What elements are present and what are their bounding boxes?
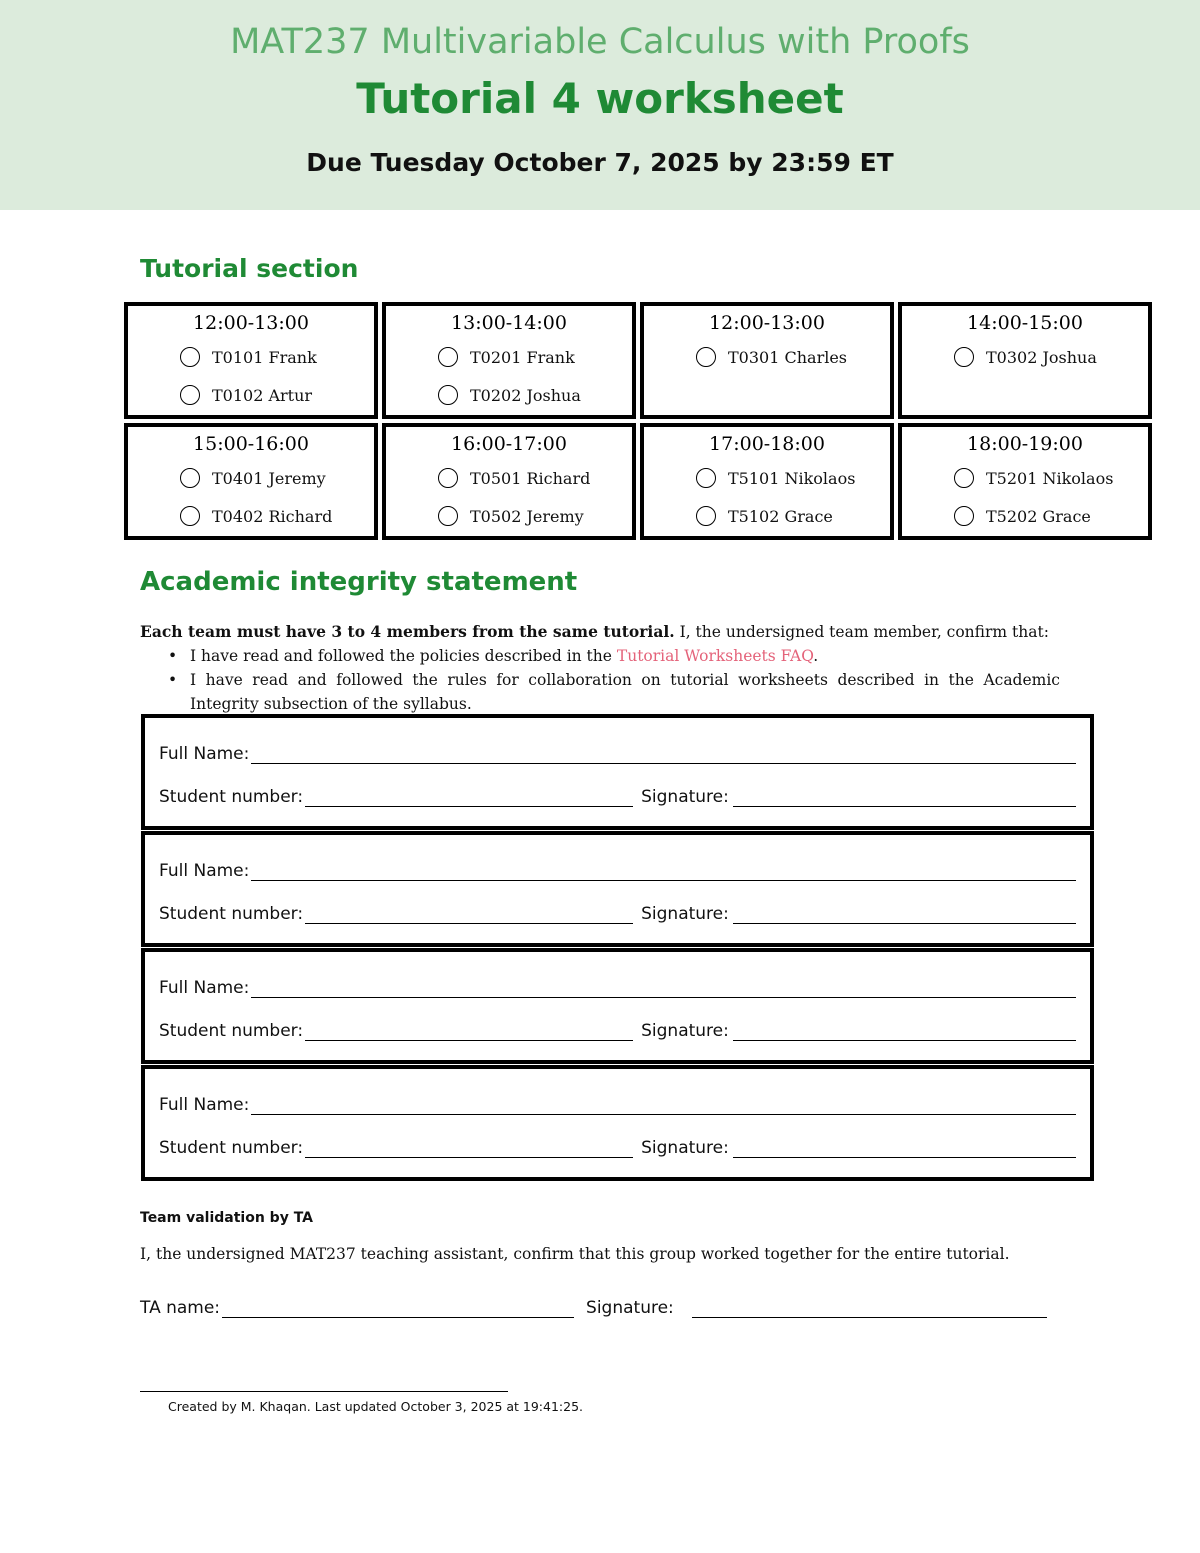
- radio-button[interactable]: [438, 347, 458, 367]
- signature-label: Signature:: [641, 787, 729, 807]
- tutorial-slot: [382, 302, 636, 419]
- full-name-label: Full Name:: [159, 861, 250, 881]
- radio-button[interactable]: [180, 468, 200, 488]
- intro-rest: I, the undersigned team member, confirm that:: [674, 623, 1049, 641]
- radio-button[interactable]: [696, 468, 716, 488]
- radio-button[interactable]: [438, 506, 458, 526]
- member-signature-box: [141, 714, 1094, 830]
- tutorial-slot: [124, 423, 378, 540]
- tutorial-option-t0101[interactable]: T0101 Frank: [180, 338, 374, 376]
- worksheet-title: Tutorial 4 worksheet: [356, 74, 844, 123]
- slot-time: 16:00-17:00: [451, 433, 567, 455]
- ta-statement: I, the undersigned MAT237 teaching assistant, confirm that this group worked together for the entire tutorial.: [140, 1245, 1010, 1263]
- ta-signature-field[interactable]: [692, 1300, 1047, 1318]
- ta-signature-label: Signature:: [586, 1298, 674, 1318]
- student-number-field[interactable]: [305, 789, 633, 807]
- tutorial-slot: [124, 302, 378, 419]
- radio-button[interactable]: [954, 468, 974, 488]
- tutorial-option-t5102[interactable]: T5102 Grace: [696, 497, 890, 535]
- signature-field[interactable]: [733, 1023, 1076, 1041]
- radio-button[interactable]: [180, 506, 200, 526]
- full-name-label: Full Name:: [159, 744, 250, 764]
- student-number-label: Student number:: [159, 1138, 304, 1158]
- slot-time: 18:00-19:00: [967, 433, 1083, 455]
- radio-button[interactable]: [180, 347, 200, 367]
- tutorial-option-t0402[interactable]: T0402 Richard: [180, 497, 374, 535]
- tutorial-option-t5101[interactable]: T5101 Nikolaos: [696, 459, 890, 497]
- signature-label: Signature:: [641, 904, 729, 924]
- radio-button[interactable]: [954, 347, 974, 367]
- member-signature-box: [141, 1065, 1094, 1181]
- radio-button[interactable]: [696, 347, 716, 367]
- full-name-field[interactable]: [251, 1097, 1076, 1115]
- course-title: MAT237 Multivariable Calculus with Proofs: [230, 22, 970, 62]
- student-number-field[interactable]: [305, 906, 633, 924]
- signature-label: Signature:: [641, 1138, 729, 1158]
- student-number-field[interactable]: [305, 1140, 633, 1158]
- full-name-field[interactable]: [251, 980, 1076, 998]
- tutorial-option-t0301[interactable]: T0301 Charles: [696, 338, 890, 376]
- student-number-field[interactable]: [305, 1023, 633, 1041]
- tutorial-option-t0302[interactable]: T0302 Joshua: [954, 338, 1148, 376]
- signature-label: Signature:: [641, 1021, 729, 1041]
- bullet-item: • I have read and followed the policies described in the Tutorial Worksheets FAQ.: [162, 644, 1060, 668]
- tutorial-option-t0102[interactable]: T0102 Artur: [180, 376, 374, 414]
- full-name-label: Full Name:: [159, 1095, 250, 1115]
- member-signature-box: [141, 831, 1094, 947]
- tutorial-option-t0502[interactable]: T0502 Jeremy: [438, 497, 632, 535]
- ta-signature-row: [140, 1298, 1060, 1318]
- tutorial-slot: [898, 423, 1152, 540]
- tutorial-slot: [898, 302, 1152, 419]
- ta-name-label: TA name:: [140, 1298, 221, 1318]
- tutorial-option-t0201[interactable]: T0201 Frank: [438, 338, 632, 376]
- tutorial-slot: [640, 423, 894, 540]
- tutorial-option-t5202[interactable]: T5202 Grace: [954, 497, 1148, 535]
- full-name-field[interactable]: [251, 863, 1076, 881]
- ta-name-field[interactable]: [222, 1300, 574, 1318]
- signature-field[interactable]: [733, 789, 1076, 807]
- slot-time: 13:00-14:00: [451, 312, 567, 334]
- student-number-label: Student number:: [159, 1021, 304, 1041]
- due-date: Due Tuesday October 7, 2025 by 23:59 ET: [306, 148, 894, 177]
- full-name-field[interactable]: [251, 746, 1076, 764]
- student-number-label: Student number:: [159, 787, 304, 807]
- faq-link[interactable]: Tutorial Worksheets FAQ: [616, 647, 814, 665]
- tutorial-option-t5201[interactable]: T5201 Nikolaos: [954, 459, 1148, 497]
- tutorial-option-t0401[interactable]: T0401 Jeremy: [180, 459, 374, 497]
- slot-time: 12:00-13:00: [709, 312, 825, 334]
- radio-button[interactable]: [696, 506, 716, 526]
- tutorial-slot: [382, 423, 636, 540]
- header-banner: [0, 0, 1200, 210]
- slot-time: 17:00-18:00: [709, 433, 825, 455]
- tutorial-section-heading: Tutorial section: [140, 254, 359, 283]
- integrity-heading: Academic integrity statement: [140, 567, 578, 597]
- tutorial-option-t0202[interactable]: T0202 Joshua: [438, 376, 632, 414]
- tutorial-option-t0501[interactable]: T0501 Richard: [438, 459, 632, 497]
- radio-button[interactable]: [954, 506, 974, 526]
- signature-field[interactable]: [733, 906, 1076, 924]
- radio-button[interactable]: [438, 468, 458, 488]
- full-name-label: Full Name:: [159, 978, 250, 998]
- bullet-item: • I have read and followed the rules for collaboration on tutorial worksheets described in the Academic Integrity subsection of the syllabus.: [162, 668, 1060, 716]
- tutorial-grid: [124, 302, 1152, 540]
- student-number-label: Student number:: [159, 904, 304, 924]
- slot-time: 14:00-15:00: [967, 312, 1083, 334]
- radio-button[interactable]: [438, 385, 458, 405]
- signature-field[interactable]: [733, 1140, 1076, 1158]
- footnote: Created by M. Khaqan. Last updated October 3, 2025 at 19:41:25.: [168, 1399, 584, 1414]
- integrity-statement: [140, 620, 1060, 716]
- slot-time: 12:00-13:00: [193, 312, 309, 334]
- tutorial-slot: [640, 302, 894, 419]
- integrity-bullets: [162, 644, 1060, 716]
- footnote-rule: [140, 1391, 508, 1392]
- intro-bold: Each team must have 3 to 4 members from the same tutorial.: [140, 622, 675, 641]
- radio-button[interactable]: [180, 385, 200, 405]
- ta-heading: Team validation by TA: [140, 1210, 314, 1226]
- slot-time: 15:00-16:00: [193, 433, 309, 455]
- member-signature-box: [141, 948, 1094, 1064]
